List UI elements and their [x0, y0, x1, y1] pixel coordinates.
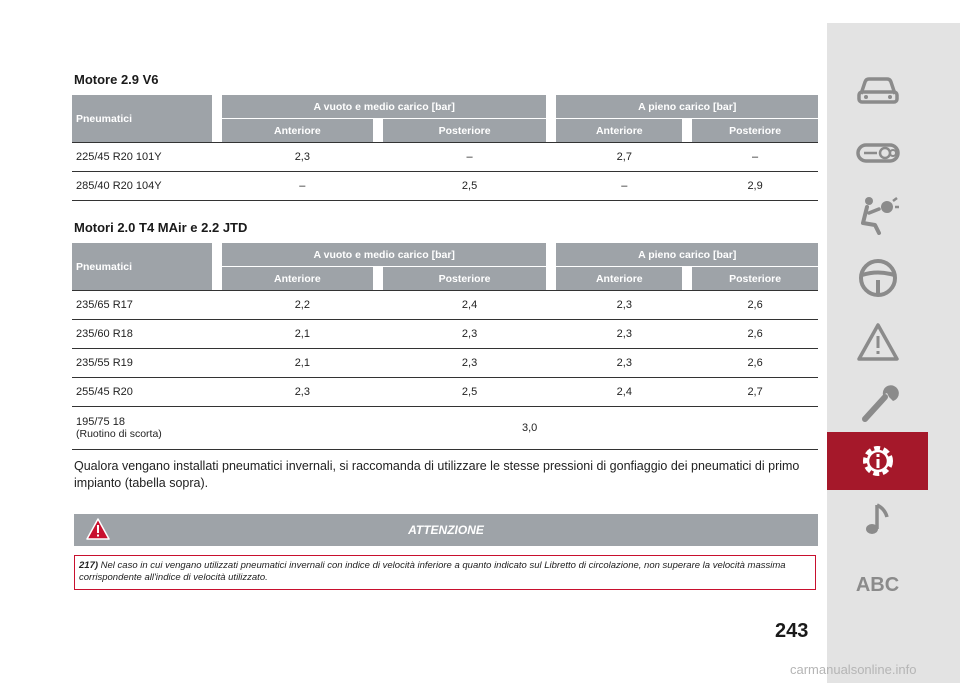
pressure-value: 2,3	[222, 142, 383, 172]
sidebar-item-dashboard[interactable]	[827, 124, 928, 182]
header-rear: Posteriore	[383, 267, 557, 290]
sidebar-item-maintenance[interactable]	[827, 374, 928, 432]
pressure-value: 2,1	[222, 320, 383, 349]
header-empty-load: A vuoto e medio carico [bar]	[222, 243, 556, 267]
pressure-value: 2,4	[556, 378, 692, 407]
index-abc-label: ABC	[855, 573, 900, 596]
pressure-value: 2,6	[692, 349, 818, 378]
winter-tyres-paragraph: Qualora vengano installati pneumatici invernali, si raccomanda di utilizzare le stesse pressioni di gonfiaggio dei pneumatici di primo impianto (tabella sopra).	[74, 459, 800, 490]
section-title-t4-jtd: Motori 2.0 T4 MAir e 2.2 JTD	[74, 220, 248, 235]
music-note-icon	[855, 499, 901, 539]
warning-triangle-icon	[855, 322, 901, 362]
pressure-value: 2,9	[692, 172, 818, 201]
warning-title: ATTENZIONE	[408, 523, 484, 537]
tyre-size	[72, 407, 222, 450]
wrench-icon	[855, 383, 901, 423]
pressure-value: 2,3	[383, 320, 557, 349]
tyre-size: 255/45 R20	[72, 378, 222, 407]
sidebar-item-index[interactable]	[827, 556, 928, 614]
header-front: Anteriore	[556, 267, 692, 290]
pressure-value: 2,3	[556, 320, 692, 349]
pressure-value: 2,7	[556, 142, 692, 172]
tyre-size: 235/65 R17	[72, 290, 222, 320]
pressure-value: 2,2	[222, 290, 383, 320]
pressure-table-t4-jtd	[72, 243, 818, 450]
pressure-value: –	[556, 172, 692, 201]
spare-tyre-size: 195/75 18	[76, 416, 125, 428]
pressure-value: 2,6	[692, 320, 818, 349]
header-tyres: Pneumatici	[72, 95, 222, 142]
spare-pressure-value: 3,0	[222, 407, 818, 450]
dashboard-gauges-icon	[855, 133, 901, 173]
header-full-load: A pieno carico [bar]	[556, 95, 818, 119]
header-front: Anteriore	[222, 119, 383, 142]
warning-text: Nel caso in cui vengano utilizzati pneumatici invernali con indice di velocità inferiore a quanto indicato sul Libretto di circolazione, non superare la velocità massima corrispondente all'indice di velocità utilizzato.	[79, 560, 786, 583]
tyre-size: 235/55 R19	[72, 349, 222, 378]
car-icon	[855, 70, 901, 110]
steering-wheel-icon	[855, 258, 901, 298]
pressure-value: 2,3	[556, 290, 692, 320]
chapter-sidebar	[827, 23, 960, 683]
sidebar-item-emergency[interactable]	[827, 313, 928, 371]
tyre-size: 235/60 R18	[72, 320, 222, 349]
pressure-value: 2,1	[222, 349, 383, 378]
sidebar-item-safety[interactable]	[827, 186, 928, 244]
pressure-value: 2,6	[692, 290, 818, 320]
header-front: Anteriore	[556, 119, 692, 142]
pressure-table-v6	[72, 95, 818, 201]
table-row	[72, 349, 818, 378]
sidebar-item-driving[interactable]	[827, 249, 928, 307]
tyre-size: 285/40 R20 104Y	[72, 172, 222, 201]
pressure-value: 2,4	[383, 290, 557, 320]
header-front: Anteriore	[222, 267, 383, 290]
spare-tyre-note: (Ruotino di scorta)	[76, 428, 162, 440]
technical-data-gear-icon	[855, 441, 901, 481]
seat-airbag-icon	[855, 195, 901, 235]
table-row	[72, 378, 818, 407]
pressure-value: –	[222, 172, 383, 201]
warning-ref: 217)	[79, 560, 99, 571]
pressure-value: 2,3	[222, 378, 383, 407]
sidebar-item-multimedia[interactable]	[827, 490, 928, 548]
table-row	[72, 320, 818, 349]
header-empty-load: A vuoto e medio carico [bar]	[222, 95, 556, 119]
pressure-value: 2,3	[383, 349, 557, 378]
pressure-value: –	[383, 142, 557, 172]
table-row-spare	[72, 407, 818, 450]
header-rear: Posteriore	[383, 119, 557, 142]
watermark: carmanualsonline.info	[790, 662, 917, 677]
section-title-v6: Motore 2.9 V6	[74, 72, 159, 87]
table-row	[72, 172, 818, 201]
pressure-value: 2,5	[383, 378, 557, 407]
header-rear: Posteriore	[692, 267, 818, 290]
pressure-value: 2,5	[383, 172, 557, 201]
header-full-load: A pieno carico [bar]	[556, 243, 818, 267]
pressure-value: 2,3	[556, 349, 692, 378]
header-rear: Posteriore	[692, 119, 818, 142]
sidebar-item-technical-data[interactable]	[827, 432, 928, 490]
header-tyres: Pneumatici	[72, 243, 222, 290]
warning-header	[74, 514, 818, 546]
table-row	[72, 290, 818, 320]
table-row	[72, 142, 818, 172]
page-number: 243	[775, 620, 809, 642]
pressure-value: –	[692, 142, 818, 172]
sidebar-item-car[interactable]	[827, 61, 928, 119]
pressure-value: 2,7	[692, 378, 818, 407]
tyre-size: 225/45 R20 101Y	[72, 142, 222, 172]
warning-text-box	[74, 555, 816, 590]
